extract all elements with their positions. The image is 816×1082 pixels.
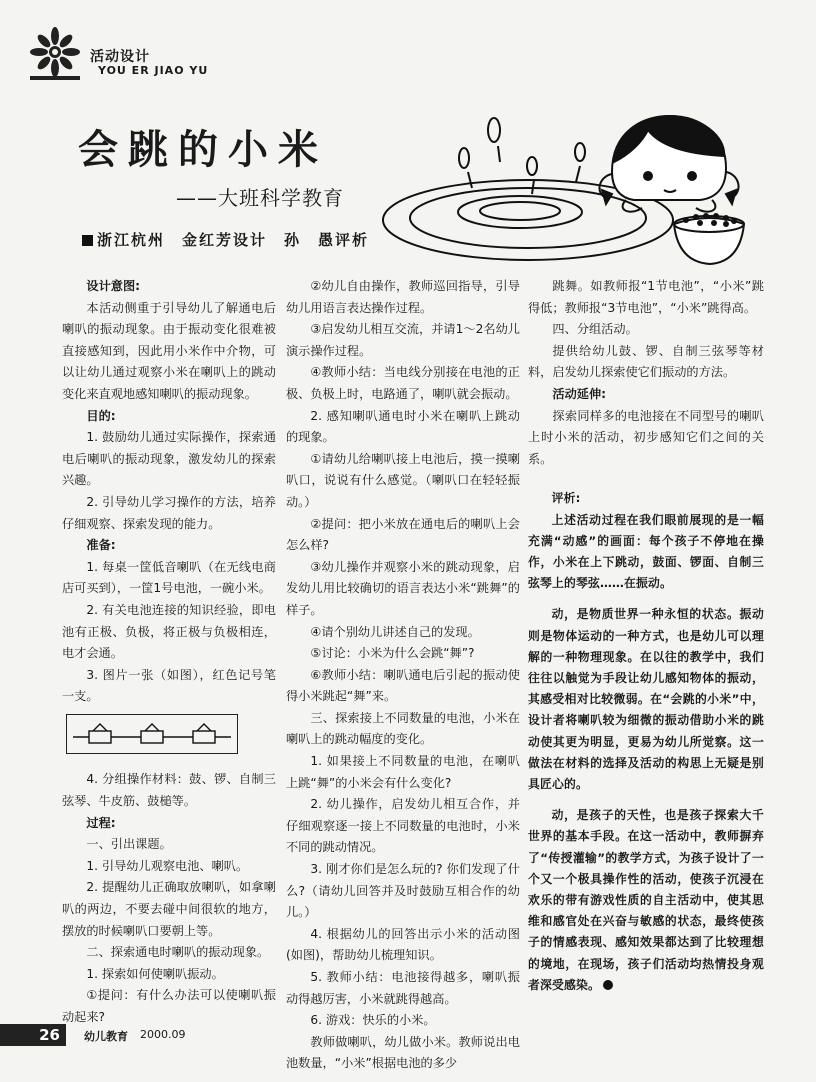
paragraph: 2. 引导幼儿学习操作的方法，培养仔细观察、探索发现的能力。 [62,494,276,531]
paragraph: ②提问：把小米放在通电后的喇叭上会怎么样? [286,516,520,553]
article-byline [82,229,369,250]
flower-logo-icon [26,26,84,84]
section-heading: 目的: [86,408,116,423]
column-1 [62,276,276,1029]
commentary-heading: 评析: [551,491,581,506]
journal-issue: 2000.09 [140,1028,186,1041]
paragraph: 3. 图片一张（如图），红色记号笔一支。 [62,667,276,704]
battery-circuit-figure [66,714,238,754]
paragraph: 5. 教师小结：电池接得越多，喇叭振动得越厉害，小米就跳得越高。 [286,970,520,1006]
speaker-girl-illustration [380,112,755,277]
column-3 [528,276,764,996]
paragraph: ③幼儿操作并观察小米的跳动现象，启发幼儿用比较确切的语言表达小米“跳舞”的样子。 [286,559,520,617]
column-2 [286,276,520,1075]
paragraph: 教师做喇叭，幼儿做小米。教师说出电池数量，“小米”根据电池的多少 [286,1034,520,1071]
commentary-para: 上述活动过程在我们眼前展现的是一幅充满“动感”的画面：每个孩子不停地在操作，小米在上下跳动，鼓面、锣面、自制三弦琴上的琴弦……在振动。 [528,512,764,591]
commentary-para: 动，是物质世界一种永恒的状态。振动则是物体运动的一种方式，也是幼儿可以理解的一种物理现象。在以往的教学中，我们往往以触觉为手段让幼儿感知物体的振动，其感受相对比较微弱。在“会跳的小米”中，设计者将喇叭较为细微的振动借助小米的跳动使其更为明显，更易为幼儿所觉察。这一做法在材料的选择及活动的构思上无疑是别具匠心的。 [528,607,764,791]
paragraph: ③启发幼儿相互交流，并请1～2名幼儿演示操作过程。 [286,322,520,358]
section-heading: 准备: [86,538,116,553]
article-subtitle: ——大班科学教育 [176,186,344,210]
paragraph: 提供给幼儿鼓、锣、自制三弦琴等材料，启发幼儿探索使它们振动的方法。 [528,343,764,380]
end-mark-icon [603,980,613,990]
paragraph: 1. 如果接上不同数量的电池，在喇叭上跳“舞”的小米会有什么变化? [286,754,520,790]
paragraph: ①请幼儿给喇叭接上电池后，摸一摸喇叭口，说说有什么感觉。（喇叭口在轻轻振动。） [286,451,520,509]
byline-text: 浙江杭州 金红芳设计 孙 愚评析 [97,231,370,249]
paragraph: 四、分组活动。 [552,322,638,337]
paragraph: 4. 分组操作材料：鼓、锣、自制三弦琴、牛皮筋、鼓槌等。 [62,772,276,809]
paragraph: 3. 刚才你们是怎么玩的? 你们发现了什么?（请幼儿回答并及时鼓励互相合作的幼儿。） [286,862,520,920]
section-label-pinyin: YOU ER JIAO YU [98,64,209,77]
paragraph: 6. 游戏：快乐的小米。 [310,1013,436,1028]
paragraph: 1. 鼓励幼儿通过实际操作，探索通电后喇叭的振动现象，激发幼儿的探索兴趣。 [62,430,276,488]
paragraph: 2. 感知喇叭通电时小米在喇叭上跳动的现象。 [286,408,520,445]
paragraph: ④教师小结：当电线分别接在电池的正极、负极上时，电路通了，喇叭就会振动。 [286,365,520,401]
square-bullet-icon [82,235,93,246]
paragraph: ④请个别幼儿讲述自己的发现。 [310,624,480,639]
paragraph: 4. 根据幼儿的回答出示小米的活动图(如图)，帮助幼儿梳理知识。 [286,926,520,963]
paragraph: 跳舞。如教师报“1节电池”，“小米”跳得低；教师报“3节电池”，“小米”跳得高。 [528,279,764,315]
paragraph: 1. 探索如何使喇叭振动。 [86,966,224,981]
section-heading: 设计意图: [86,279,141,293]
paragraph: 2. 有关电池连接的知识经验，即电池有正极、负极，将正极与负极相连，电才会通。 [62,602,276,661]
commentary-para-text: 动，是孩子的天性，也是孩子探索大千世界的基本手段。在这一活动中，教师摒弃了“传授灌输”的教学方式，为孩子设计了一个又一个极具操作性的活动，使孩子沉浸在欢乐的带有游戏性质的自主活动中，使其思维和感官处在兴奋与敏感的状态，最终使孩子的情感表现、感知效果都达到了比较理想的境地，在现场，孩子们活动均热情投身观者深受感染。 [528,808,764,992]
paragraph: 1. 引导幼儿观察电池、喇叭。 [86,858,249,873]
section-label: 活动设计 [90,49,150,65]
page-number: 26 [0,1024,66,1046]
commentary-para [528,805,764,996]
paragraph: 1. 每桌一筐低音喇叭（在无线电商店可买到），一筐1号电池，一碗小米。 [62,559,276,596]
paragraph: 探索同样多的电池接在不同型号的喇叭上时小米的活动，初步感知它们之间的关系。 [528,408,764,466]
paragraph: 本活动侧重于引导幼儿了解通电后喇叭的振动现象。由于振动变化很难被直接感知到，因此用小米作中介物，可以让幼儿通过观察小米在喇叭上的跳动变化来直观地感知喇叭的振动现象。 [62,300,276,401]
section-heading: 过程: [86,815,116,830]
paragraph: 一、引出课题。 [86,837,172,852]
section-heading: 活动延伸: [552,386,607,401]
paragraph: ②幼儿自由操作，教师巡回指导，引导幼儿用语言表达操作过程。 [286,279,520,315]
journal-name: 幼儿教育 [84,1030,128,1043]
commentary-section [528,488,764,996]
paragraph: 三、探索接上不同数量的电池，小米在喇叭上的跳动幅度的变化。 [286,710,520,747]
paragraph: ⑤讨论：小米为什么会跳“舞”? [310,646,475,661]
paragraph: 2. 提醒幼儿正确取放喇叭，如拿喇叭的两边，不要去碰中间很软的地方，摆放的时候喇叭口要朝上等。 [62,880,276,938]
paragraph: ①提问：有什么办法可以使喇叭振动起来? [62,988,276,1024]
paragraph: 2. 幼儿操作，启发幼儿相互合作，并仔细观察逐一接上不同数量的电池时，小米不同的跳动情况。 [286,797,520,855]
article-title: 会跳的小米 [78,127,328,173]
paragraph: ⑥教师小结：喇叭通电后引起的振动使得小米跳起“舞”来。 [286,667,520,704]
paragraph: 二、探索通电时喇叭的振动现象。 [86,945,270,960]
